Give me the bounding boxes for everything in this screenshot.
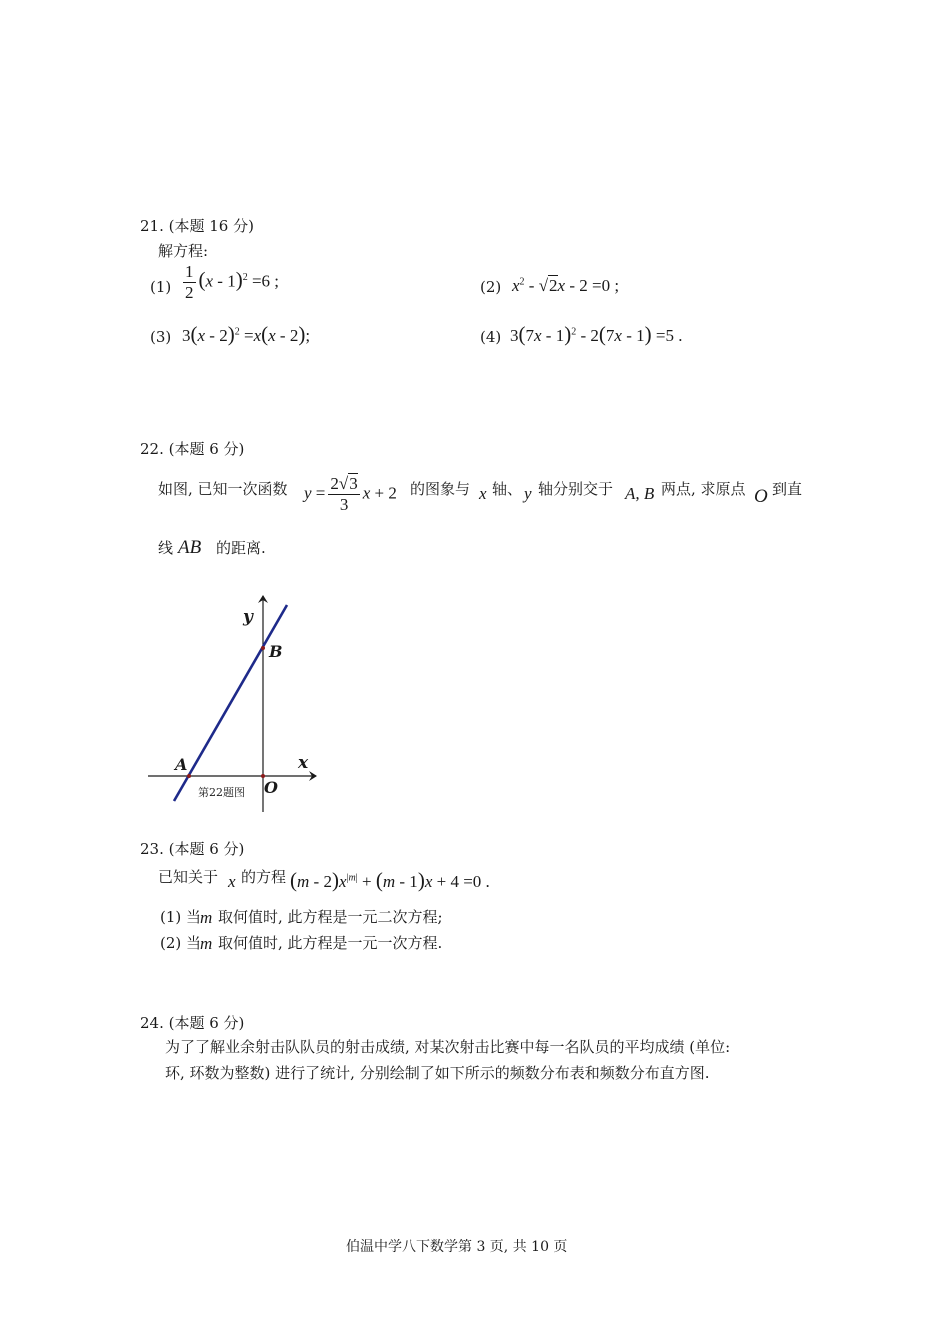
line-ab — [174, 605, 287, 801]
q23-text-a: 已知关于 — [158, 868, 219, 886]
q23-text-b: 的方程 — [241, 868, 287, 886]
q22-text-b: 的图象与 — [410, 480, 471, 498]
q23-item1-m: m — [200, 908, 213, 927]
page-footer: 伯温中学八下数学第 3 页, 共 10 页 — [346, 1239, 568, 1255]
q23-item1-b: 取何值时, 此方程是一元二次方程; — [218, 908, 443, 926]
q22-function: y = $\frac{2√3}{3}$ x + 2 — [304, 474, 397, 514]
point-a-label: A — [175, 755, 188, 774]
q23-item2-a: (2) 当 — [160, 934, 202, 952]
q23-heading: 23. (本题 6 分) — [140, 840, 245, 858]
q21-part3-equation: 3(x - 2)$^2$ =x(x - 2); — [182, 322, 311, 346]
q22-text-d: 轴分别交于 — [538, 480, 614, 498]
q21-part2-equation: $x^2 - √2x - 2 =0$ ; — [512, 276, 620, 295]
q21-part1-label: (1) — [150, 278, 172, 296]
q21-part4-equation: 3(7x - 1)$^2$ - 2(7x - 1) =5 . — [510, 322, 683, 346]
q21-instruction: 解方程: — [158, 242, 209, 260]
x-axis-label: x — [298, 753, 309, 773]
q22-text-c: 轴、 — [492, 480, 523, 498]
q22-text-a: 如图, 已知一次函数 — [158, 480, 288, 498]
q22-origin: O — [754, 486, 768, 507]
q21-heading: 21. (本题 16 分) — [140, 217, 254, 235]
point-b-label: B — [269, 642, 283, 661]
q22-x-var: x — [479, 484, 487, 503]
q22-heading: 22. (本题 6 分) — [140, 440, 245, 458]
q23-item1-a: (1) 当 — [160, 908, 202, 926]
q22-text-e: 两点, 求原点 — [661, 480, 746, 498]
q22-text-f: 到直 — [772, 480, 803, 498]
q22-figure — [140, 588, 330, 818]
point-b-dot — [261, 646, 265, 650]
q22-y-var: y — [524, 484, 532, 503]
point-o-label: O — [264, 778, 278, 797]
figure-caption: 第22题图 — [198, 786, 245, 799]
q24-line2: 环, 环数为整数) 进行了统计, 分别绘制了如下所示的频数分布表和频数分布直方图. — [165, 1064, 710, 1082]
q23-item2-b: 取何值时, 此方程是一元一次方程. — [218, 934, 443, 952]
q23-item2-m: m — [200, 934, 213, 953]
q21-part4-label: (4) — [480, 328, 502, 346]
q21-part3-label: (3) — [150, 328, 172, 346]
q22-points-ab: A, B — [625, 484, 655, 503]
q22-line-ab: AB — [178, 537, 202, 558]
q22-text-g: 线 — [158, 539, 174, 557]
q21-part2-label: (2) — [480, 278, 502, 296]
q24-heading: 24. (本题 6 分) — [140, 1014, 245, 1032]
q23-equation: $(m - 2)x^{|m|} + (m - 1)x + 4 =0$ . — [290, 868, 490, 892]
q23-x-var: x — [228, 872, 236, 891]
y-axis-label: y — [243, 607, 253, 627]
q21-part1-equation: $\frac{1}{2}$ (x - 1)$^2$ =6 ; — [185, 262, 280, 302]
point-a-dot — [187, 774, 191, 778]
q22-text-h: 的距离. — [216, 539, 266, 557]
q24-line1: 为了了解业余射击队队员的射击成绩, 对某次射击比赛中每一名队员的平均成绩 (单位: — [165, 1038, 731, 1056]
